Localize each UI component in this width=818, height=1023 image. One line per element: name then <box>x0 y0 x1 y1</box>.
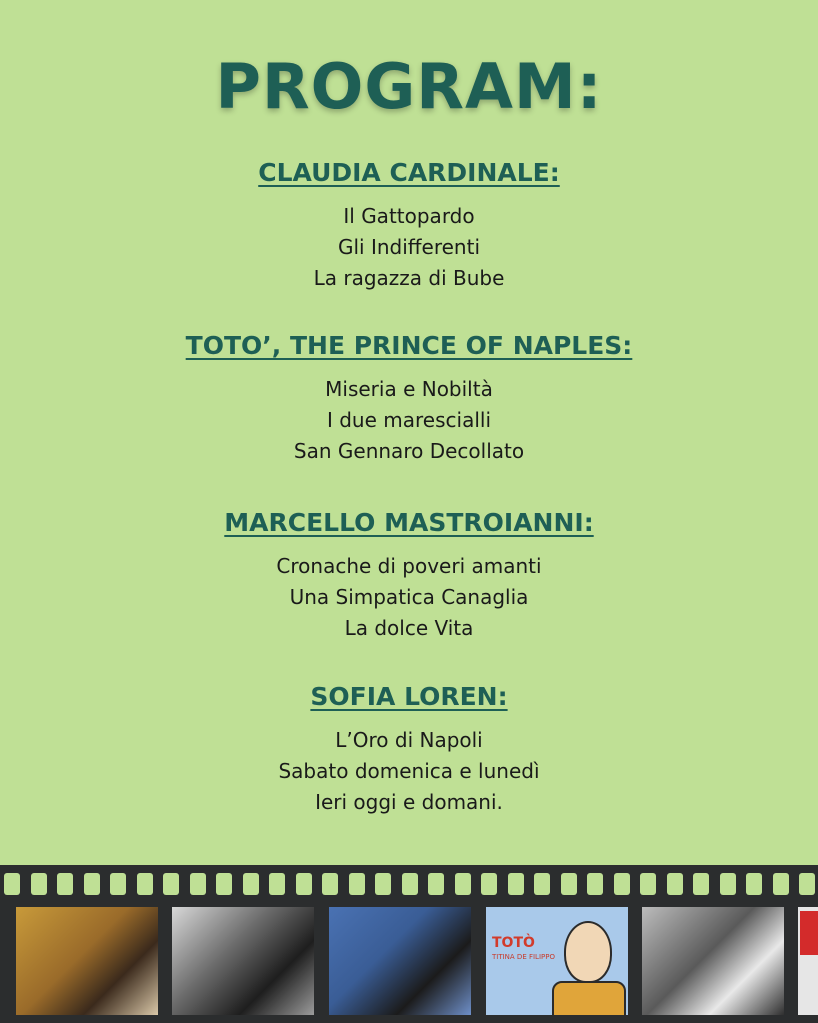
sprocket-hole <box>693 873 709 895</box>
section-heading: SOFIA LOREN: <box>310 682 508 711</box>
sprocket-hole <box>534 873 550 895</box>
sprocket-hole <box>163 873 179 895</box>
sprocket-hole <box>137 873 153 895</box>
film-still-dolce-vita <box>642 907 784 1015</box>
sprocket-hole <box>31 873 47 895</box>
film-poster-partial <box>798 907 818 1015</box>
sprocket-hole <box>481 873 497 895</box>
page-title: PROGRAM: <box>215 50 603 123</box>
film-poster-toto <box>486 907 628 1015</box>
section-heading: CLAUDIA CARDINALE: <box>258 158 560 187</box>
sprocket-hole <box>614 873 630 895</box>
film-item: Ieri oggi e domani. <box>315 790 503 814</box>
film-item: San Gennaro Decollato <box>293 439 525 463</box>
sprocket-hole <box>561 873 577 895</box>
sprocket-hole <box>720 873 736 895</box>
film-item: La dolce Vita <box>344 616 474 640</box>
film-item: La ragazza di Bube <box>313 266 505 290</box>
sprocket-hole <box>110 873 126 895</box>
film-item: Una Simpatica Canaglia <box>289 585 529 609</box>
sprocket-hole <box>190 873 206 895</box>
sprocket-hole <box>4 873 20 895</box>
sprocket-hole <box>428 873 444 895</box>
film-item: Miseria e Nobiltà <box>325 377 493 401</box>
filmstrip <box>0 865 818 1023</box>
sprocket-hole <box>402 873 418 895</box>
film-list <box>0 374 818 467</box>
sprocket-hole <box>455 873 471 895</box>
sprocket-hole <box>640 873 656 895</box>
sprocket-hole <box>57 873 73 895</box>
sprocket-hole <box>667 873 683 895</box>
section-toto <box>0 331 818 467</box>
section-heading: MARCELLO MASTROIANNI: <box>224 508 594 537</box>
film-item: Il Gattopardo <box>343 204 475 228</box>
sprocket-hole <box>508 873 524 895</box>
poster-title: TOTÒ <box>492 935 535 951</box>
sprocket-hole <box>375 873 391 895</box>
sprocket-hole <box>799 873 815 895</box>
film-item: Gli Indifferenti <box>337 235 481 259</box>
section-marcello-mastroianni <box>0 508 818 644</box>
film-still-miseria-e-nobilta <box>172 907 314 1015</box>
section-claudia-cardinale <box>0 158 818 294</box>
sprocket-hole <box>84 873 100 895</box>
sprocket-hole <box>216 873 232 895</box>
film-item: Sabato domenica e lunedì <box>278 759 540 783</box>
caricature-vest <box>552 981 626 1015</box>
sprocket-hole <box>746 873 762 895</box>
poster-subtitle: TITINA DE FILIPPO <box>492 953 555 961</box>
caricature-face <box>564 921 612 983</box>
film-list <box>0 725 818 818</box>
film-still-sofia-loren <box>329 907 471 1015</box>
sprocket-hole <box>243 873 259 895</box>
sprocket-hole <box>349 873 365 895</box>
sprocket-hole <box>269 873 285 895</box>
section-heading: TOTO’, THE PRINCE OF NAPLES: <box>185 331 633 360</box>
film-still-gattopardo <box>16 907 158 1015</box>
film-list <box>0 551 818 644</box>
film-list <box>0 201 818 294</box>
sprocket-hole <box>773 873 789 895</box>
sprocket-holes <box>0 873 818 897</box>
sprocket-hole <box>322 873 338 895</box>
sprocket-hole <box>296 873 312 895</box>
poster-red-block <box>800 911 818 955</box>
sprocket-hole <box>587 873 603 895</box>
film-item: Cronache di poveri amanti <box>276 554 542 578</box>
film-item: I due marescialli <box>326 408 491 432</box>
section-sofia-loren <box>0 682 818 818</box>
film-item: L’Oro di Napoli <box>335 728 483 752</box>
